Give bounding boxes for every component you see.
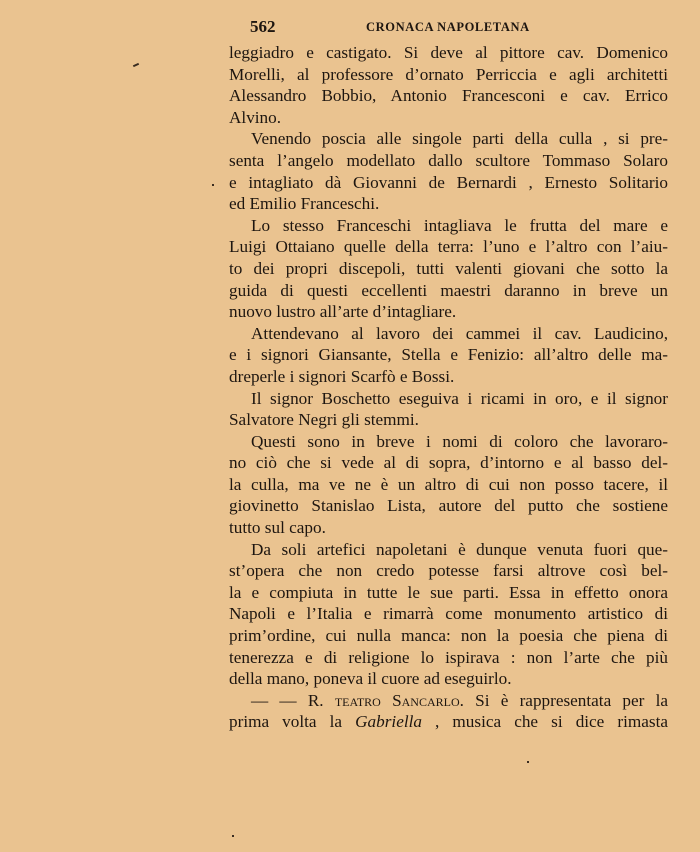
stray-mark	[232, 835, 234, 837]
stray-mark	[527, 761, 529, 763]
text-line: Da soli artefici napoletani è dunque venuta fuori que-	[251, 539, 668, 559]
text-line: e intagliato dà Giovanni de Bernardi , Ernesto Solitario	[229, 172, 668, 192]
text-line: nuovo lustro all’arte d’intagliare.	[229, 302, 457, 322]
text-line: della mano, poneva il cuore ad eseguirlo.	[229, 669, 512, 689]
paragraph	[229, 539, 668, 690]
text-line: giovinetto Stanislao Lista, autore del putto che sostiene	[229, 496, 668, 516]
running-title: CRONACA NAPOLETANA	[366, 20, 530, 34]
text-line: la e compiuta in tutte le sue parti. Essa in effetto onora	[229, 582, 668, 602]
text-line	[229, 690, 668, 712]
text-line	[229, 711, 668, 733]
text-line: Morelli, al professore d’ornato Perriccia e agli architetti	[229, 64, 668, 84]
text-line: Luigi Ottaiano quelle della terra: l’uno e l’altro con l’aiu-	[229, 237, 668, 257]
text-line: no ciò che si vede al di sopra, d’intorno e al basso del-	[229, 453, 668, 473]
small-caps-teatro: teatro	[334, 690, 381, 710]
paragraph	[229, 431, 668, 539]
text-line: Salvatore Negri gli stemmi.	[229, 410, 419, 430]
page-number: 562	[250, 17, 276, 36]
text-line: dreperle i signori Scarfò e Bossi.	[229, 366, 455, 386]
text-line: to dei propri discepoli, tutti valenti giovani che sotto la	[229, 258, 668, 278]
text-line: Il signor Boschetto eseguiva i ricami in oro, e il signor	[251, 388, 668, 408]
text-line: Alvino.	[229, 107, 282, 127]
paragraph	[229, 323, 668, 388]
text-line: Questi sono in breve i nomi di coloro che lavoraro-	[251, 431, 668, 451]
text-line: tenerezza e di religione lo ispirava : non l’arte che più	[229, 647, 668, 667]
text: . Si è rappresentata per la	[459, 690, 669, 710]
text-line: ed Emilio Franceschi.	[229, 194, 380, 214]
small-caps-sancarlo: Sancarlo	[392, 690, 460, 710]
paragraph	[229, 42, 668, 128]
text-line: tutto sul capo.	[229, 518, 326, 538]
paragraph	[229, 215, 668, 323]
text-line: st’opera che non credo potesse farsi altrove così bel-	[229, 561, 668, 581]
text-line: Napoli e l’Italia e rimarrà come monumento artistico di	[229, 604, 668, 624]
text-line: Alessandro Bobbio, Antonio Francesconi e cav. Errico	[229, 86, 668, 106]
text-line: Lo stesso Franceschi intagliava le frutta del mare e	[251, 215, 668, 235]
paragraph-teatro-sancarlo	[229, 690, 668, 733]
paragraph	[229, 388, 668, 431]
running-header	[250, 17, 670, 39]
paragraph	[229, 128, 668, 214]
dash: — —	[251, 690, 308, 710]
text-line: Venendo poscia alle singole parti della culla , si pre-	[251, 129, 668, 149]
stray-mark	[212, 184, 214, 186]
text: prima volta la	[229, 712, 356, 732]
text-line: Attendevano al lavoro dei cammei il cav. Laudicino,	[251, 323, 668, 343]
text-line: la culla, ma ve ne è un altro di cui non posso tacere, il	[229, 474, 668, 494]
text-line: senta l’angelo modellato dallo scultore Tommaso Solaro	[229, 150, 668, 170]
body-text	[229, 42, 668, 733]
text-line: e i signori Giansante, Stella e Fenizio: all’altro delle ma-	[229, 345, 668, 365]
prefix: R.	[307, 690, 335, 710]
text-line: prim’ordine, cui nulla manca: non la poesia che piena di	[229, 626, 668, 646]
text: , musica che si dice rimasta	[421, 712, 668, 732]
opera-title: Gabriella	[355, 712, 422, 732]
text-line: guida di questi eccellenti maestri daranno in breve un	[229, 280, 668, 300]
text-line: leggiadro e castigato. Si deve al pittore cav. Domenico	[229, 43, 668, 62]
stray-mark	[133, 63, 139, 67]
